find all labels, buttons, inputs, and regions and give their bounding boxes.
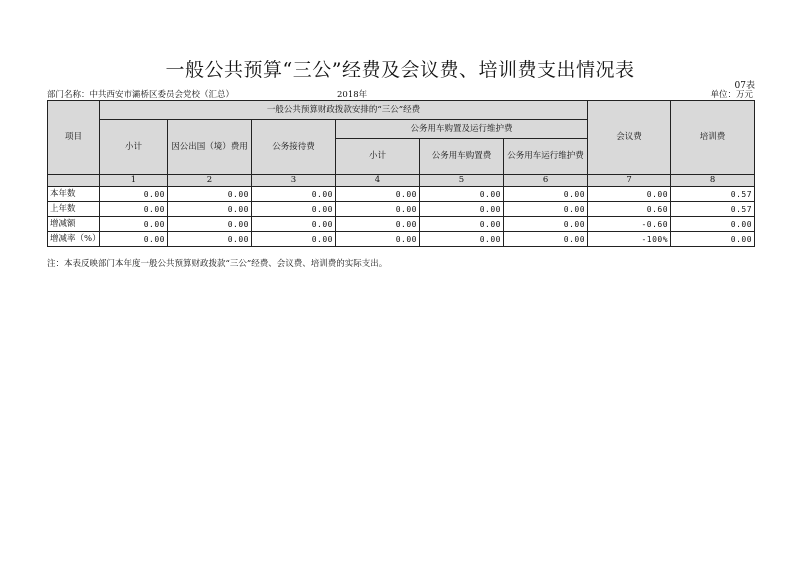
header-group-main: 一般公共预算财政拨款安排的“三公”经费: [100, 101, 588, 120]
department-label: 部门名称：中共西安市灞桥区委员会党校（汇总）: [47, 90, 235, 100]
column-index: 1: [100, 175, 168, 187]
table-cell: -0.60: [588, 217, 671, 232]
table-cell: 0.00: [168, 187, 252, 202]
header-reception: 公务接待费: [252, 120, 336, 175]
table-cell: 0.00: [336, 202, 420, 217]
index-blank: [48, 175, 100, 187]
table-cell: 0.00: [336, 232, 420, 247]
header-vehicle-group: 公务用车购置及运行维护费: [336, 120, 588, 139]
table-cell: 0.00: [420, 202, 504, 217]
budget-table: [47, 100, 755, 247]
footnote: 注：本表反映部门本年度一般公共预算财政拨款“三公”经费、会议费、培训费的实际支出。: [47, 259, 388, 269]
column-index: 8: [671, 175, 755, 187]
table-cell: 0.57: [671, 187, 755, 202]
table-cell: 0.00: [671, 232, 755, 247]
table-cell: 0.00: [671, 217, 755, 232]
table-cell: 0.00: [336, 187, 420, 202]
table-cell: 0.00: [252, 232, 336, 247]
table-cell: 0.00: [420, 187, 504, 202]
table-cell: 0.00: [588, 187, 671, 202]
table-row: [48, 187, 755, 202]
year-label: 2018年: [337, 90, 368, 100]
column-index: 7: [588, 175, 671, 187]
table-cell: 0.00: [100, 187, 168, 202]
table-cell: 0.00: [504, 187, 588, 202]
column-index: 5: [420, 175, 504, 187]
table-cell: 0.00: [504, 232, 588, 247]
header-abroad: 因公出国（境）费用: [168, 120, 252, 175]
table-cell: 0.00: [420, 217, 504, 232]
header-item: 项目: [48, 101, 100, 175]
unit-label: 单位：万元: [710, 90, 753, 100]
table-cell: 0.00: [252, 187, 336, 202]
header-vehicle-subtotal: 小计: [336, 139, 420, 175]
column-index: 6: [504, 175, 588, 187]
table-cell: 0.00: [168, 232, 252, 247]
header-meeting: 会议费: [588, 101, 671, 175]
table-cell: 0.00: [504, 217, 588, 232]
header-vehicle-maintenance: 公务用车运行维护费: [504, 139, 588, 175]
table-cell: 0.00: [168, 202, 252, 217]
table-cell: 0.00: [100, 217, 168, 232]
table-cell: -100%: [588, 232, 671, 247]
header-vehicle-purchase: 公务用车购置费: [420, 139, 504, 175]
row-label: 增减额: [48, 217, 100, 232]
column-index: 4: [336, 175, 420, 187]
table-cell: 0.00: [252, 217, 336, 232]
table-cell: 0.57: [671, 202, 755, 217]
table-cell: 0.00: [504, 202, 588, 217]
table-cell: 0.00: [336, 217, 420, 232]
form-number: 07表: [734, 81, 755, 91]
row-label: 增减率（%）: [48, 232, 100, 247]
table-row: [48, 202, 755, 217]
table-cell: 0.60: [588, 202, 671, 217]
column-index: 2: [168, 175, 252, 187]
header-training: 培训费: [671, 101, 755, 175]
row-label: 上年数: [48, 202, 100, 217]
table-cell: 0.00: [168, 217, 252, 232]
meta-row: [47, 88, 753, 100]
table-row: [48, 232, 755, 247]
row-label: 本年数: [48, 187, 100, 202]
table-cell: 0.00: [100, 202, 168, 217]
table-row: [48, 217, 755, 232]
table-cell: 0.00: [420, 232, 504, 247]
page-title: 一般公共预算“三公”经费及会议费、培训费支出情况表: [165, 59, 635, 81]
column-index: 3: [252, 175, 336, 187]
table-cell: 0.00: [100, 232, 168, 247]
header-subtotal: 小计: [100, 120, 168, 175]
table-cell: 0.00: [252, 202, 336, 217]
